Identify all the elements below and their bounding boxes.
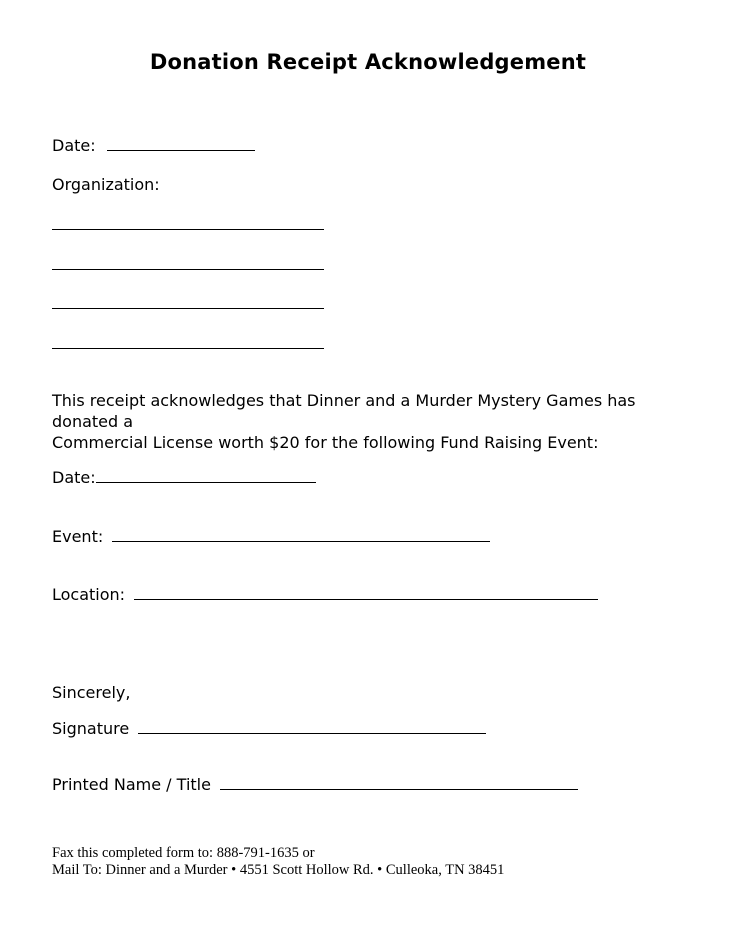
signature-label: Signature <box>52 719 130 738</box>
organization-line-3[interactable] <box>52 308 324 309</box>
date-field <box>52 136 255 155</box>
date-label: Date: <box>52 136 96 155</box>
receipt-statement-line-1: This receipt acknowledges that Dinner and a Murder Mystery Games has donated a <box>52 391 636 431</box>
organization-label: Organization: <box>52 175 160 194</box>
receipt-statement <box>52 390 692 453</box>
printed-name-label: Printed Name / Title <box>52 775 211 794</box>
organization-line-2[interactable] <box>52 269 324 270</box>
event-date-field <box>52 468 316 487</box>
signature-blank[interactable] <box>138 719 486 734</box>
event-date-blank[interactable] <box>96 468 316 483</box>
organization-line-1[interactable] <box>52 229 324 230</box>
document-title: Donation Receipt Acknowledgement <box>149 50 587 74</box>
event-field <box>52 527 490 546</box>
signature-field <box>52 719 486 738</box>
receipt-statement-line-2: Commercial License worth $20 for the following Fund Raising Event: <box>52 433 599 452</box>
printed-name-blank[interactable] <box>220 775 578 790</box>
location-field <box>52 585 598 604</box>
printed-name-field <box>52 775 578 794</box>
date-blank[interactable] <box>107 136 255 151</box>
event-blank[interactable] <box>112 527 490 542</box>
event-label: Event: <box>52 527 104 546</box>
event-date-label: Date: <box>52 468 96 487</box>
location-label: Location: <box>52 585 126 604</box>
footer-fax: Fax this completed form to: 888-791-1635 or <box>52 845 315 861</box>
closing: Sincerely, <box>52 683 131 702</box>
location-blank[interactable] <box>134 585 598 600</box>
footer-mail: Mail To: Dinner and a Murder • 4551 Scott Hollow Rd. • Culleoka, TN 38451 <box>52 862 505 878</box>
organization-line-4[interactable] <box>52 348 324 349</box>
